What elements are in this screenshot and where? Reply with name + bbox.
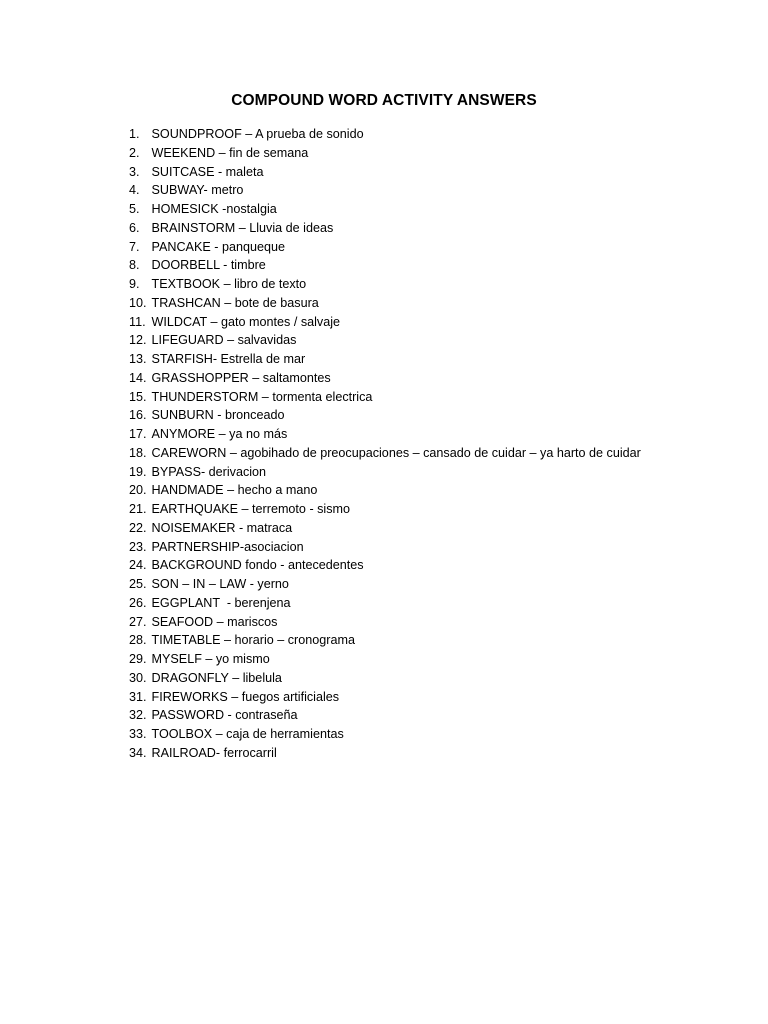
list-item [129,275,641,294]
list-item-number: 5. [129,202,140,216]
list-item [129,538,641,557]
list-item [129,313,641,332]
page-title: COMPOUND WORD ACTIVITY ANSWERS [231,92,537,109]
list-item-text: EARTHQUAKE – terremoto - sismo [151,502,351,516]
list-item-text: SON – IN – LAW - yerno [151,577,289,591]
list-item-text: FIREWORKS – fuegos artificiales [151,689,340,704]
list-item [129,238,641,257]
list-item [129,163,641,182]
list-item-number: 23. [129,539,147,554]
list-item [129,369,641,388]
list-item-text: SUBWAY- metro [151,183,244,198]
list-item [129,613,641,632]
list-item [129,725,641,744]
list-item [129,406,641,425]
list-item-number: 1. [129,127,140,141]
list-item-number: 28. [129,633,147,648]
list-item [129,294,641,313]
list-item-text: PANCAKE - panqueque [151,239,285,254]
list-item-number: 24. [129,558,147,573]
list-item [129,744,641,763]
list-item [129,519,641,538]
list-item-text: DRAGONFLY – libelula [151,670,282,685]
list-item-number: 7. [129,239,140,254]
list-item-text: TOOLBOX – caja de herramientas [151,727,344,741]
list-item-number: 26. [129,595,147,610]
list-item [129,350,641,369]
list-item [129,219,641,238]
list-item-text: EGGPLANT - berenjena [151,595,291,610]
list-item-text: TEXTBOOK – libro de texto [151,277,307,291]
list-item-text: WILDCAT – gato montes / salvaje [151,314,341,329]
list-item-number: 25. [129,577,147,591]
list-item-number: 34. [129,745,147,760]
list-item [129,331,641,350]
list-item-text: TRASHCAN – bote de basura [151,295,319,310]
list-item-text: WEEKEND – fin de semana [151,145,309,160]
list-item-number: 17. [129,427,147,441]
list-item-number: 27. [129,614,147,629]
list-item [129,650,641,669]
list-item-text: BACKGROUND fondo - antecedentes [151,558,364,573]
list-item-text: MYSELF – yo mismo [151,652,270,666]
list-item-number: 32. [129,708,147,723]
list-item-text: SOUNDPROOF – A prueba de sonido [151,127,364,141]
list-item-text: ANYMORE – ya no más [151,427,288,441]
list-item [129,144,641,163]
list-item-text: PARTNERSHIP-asociacion [151,539,304,554]
list-item [129,594,641,613]
list-item-text: STARFISH- Estrella de mar [151,352,306,366]
list-item-number: 2. [129,145,140,160]
list-item-number: 19. [129,464,147,479]
list-item [129,256,641,275]
list-item [129,125,641,144]
list-item-text: BRAINSTORM – Lluvia de ideas [151,220,334,235]
list-item-number: 9. [129,277,140,291]
list-item [129,500,641,519]
list-item-number: 12. [129,333,147,348]
list-item-text: GRASSHOPPER – saltamontes [151,370,331,385]
list-item-number: 11. [129,314,146,329]
list-item-number: 30. [129,670,147,685]
list-item [129,631,641,650]
list-item-number: 18. [129,445,147,460]
list-item-number: 6. [129,220,140,235]
list-item [129,181,641,200]
list-item-number: 15. [129,389,147,404]
list-item-text: CAREWORN – agobihado de preocupaciones – cansado de cuidar – ya harto de cuidar [151,445,641,460]
list-item-number: 31. [129,689,147,704]
list-item-number: 33. [129,727,147,741]
list-item-text: NOISEMAKER - matraca [151,520,293,535]
list-item-text: PASSWORD - contraseña [151,708,298,723]
list-item [129,200,641,219]
list-item [129,425,641,444]
list-item-text: SEAFOOD – mariscos [151,614,278,629]
list-item-text: TIMETABLE – horario – cronograma [151,633,355,648]
list-item [129,688,641,707]
list-item-text: HANDMADE – hecho a mano [151,483,318,498]
list-item [129,556,641,575]
list-item [129,669,641,688]
list-item-number: 3. [129,164,140,179]
list-item-number: 14. [129,370,147,385]
list-item [129,706,641,725]
list-item-number: 13. [129,352,147,366]
list-item-text: THUNDERSTORM – tormenta electrica [151,389,373,404]
list-item-number: 22. [129,520,147,535]
list-item-number: 16. [129,408,147,423]
list-item [129,463,641,482]
list-item-text: LIFEGUARD – salvavidas [151,333,297,348]
list-item [129,444,641,463]
list-item-text: HOMESICK -nostalgia [151,202,277,216]
list-item [129,388,641,407]
list-item [129,575,641,594]
list-item-text: SUNBURN - bronceado [151,408,285,423]
list-item-number: 20. [129,483,147,498]
list-item-text: SUITCASE - maleta [151,164,264,179]
list-item-number: 4. [129,183,140,198]
list-item-text: BYPASS- derivacion [151,464,267,479]
list-item-text: DOORBELL - timbre [151,258,266,273]
list-item-text: RAILROAD- ferrocarril [151,745,277,760]
list-item-number: 8. [129,258,140,273]
list-item-number: 21. [129,502,147,516]
list-item-number: 10. [129,295,147,310]
list-item [129,481,641,500]
list-item-number: 29. [129,652,147,666]
answer-list [129,125,641,763]
